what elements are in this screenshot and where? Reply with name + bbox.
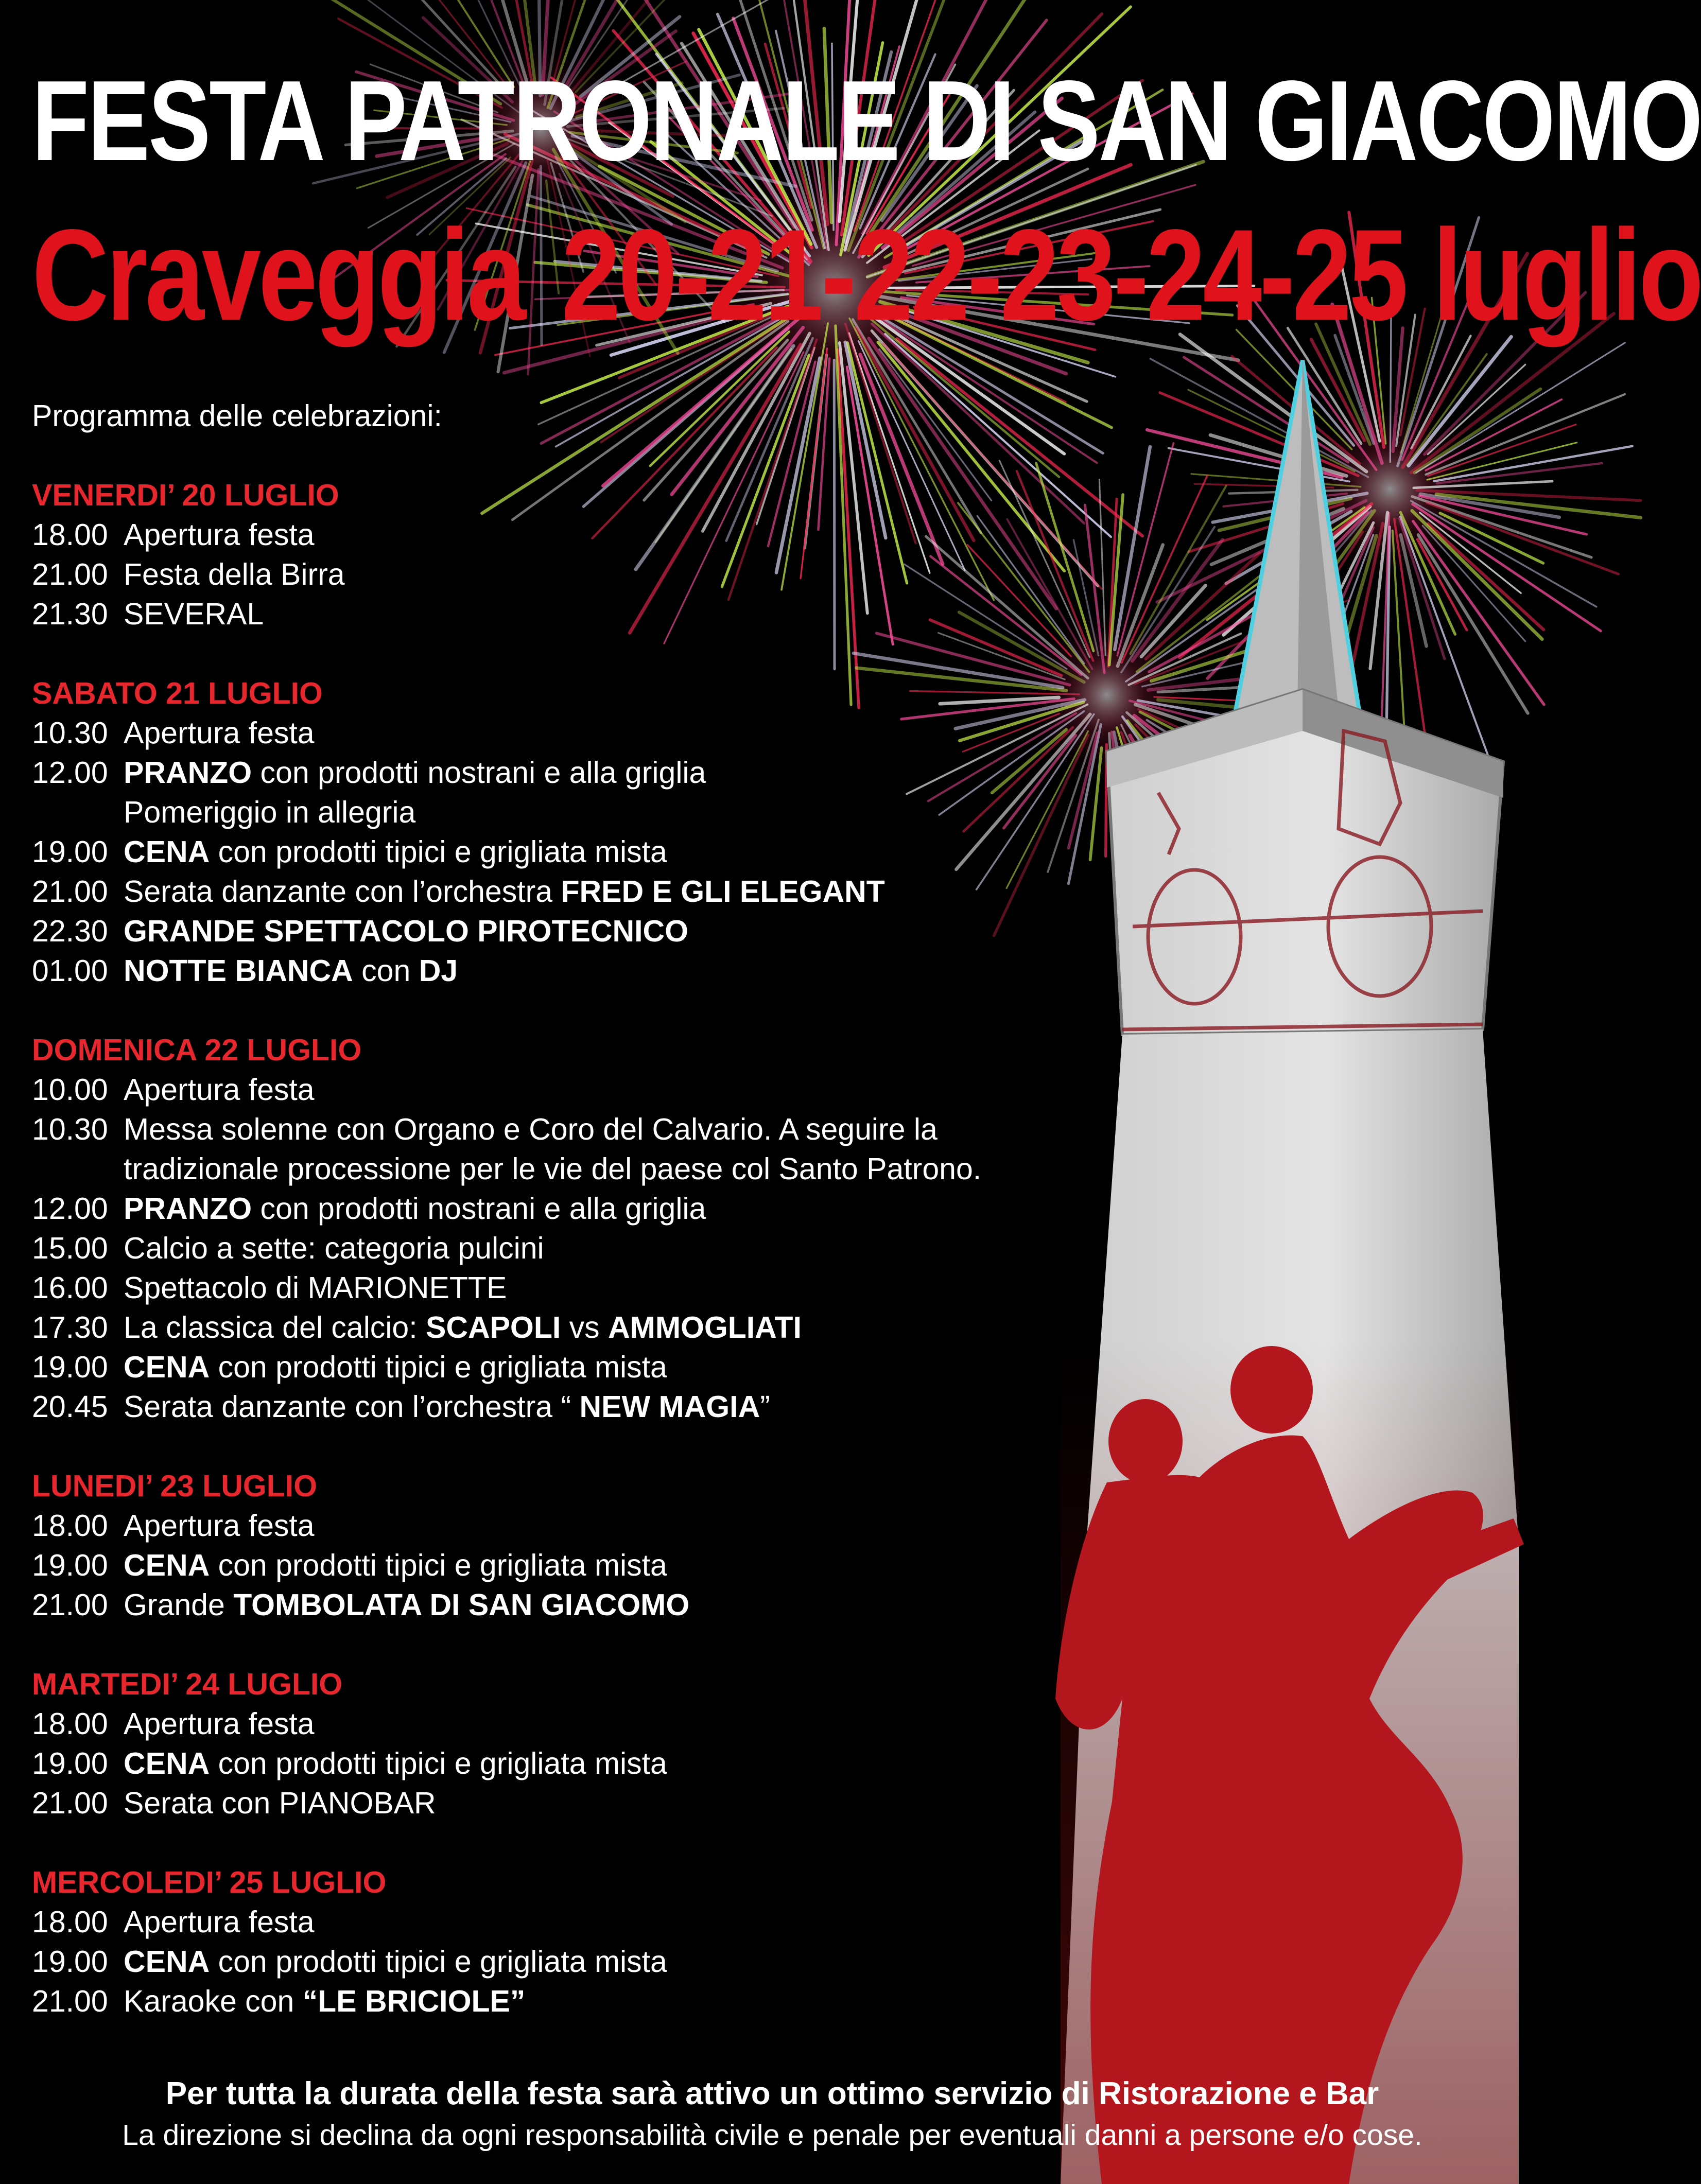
event-continuation: Pomeriggio in allegria bbox=[124, 795, 416, 829]
event-description bbox=[124, 595, 264, 634]
event-highlight: NOTTE BIANCA bbox=[124, 954, 353, 988]
event-row bbox=[32, 1308, 1087, 1348]
program-list bbox=[32, 396, 1087, 2061]
event-highlight: CENA bbox=[124, 1945, 210, 1979]
event-description bbox=[124, 713, 315, 753]
event-time: 21.30 bbox=[32, 597, 108, 631]
event-description bbox=[124, 951, 458, 991]
program-days bbox=[32, 476, 1087, 2021]
event-description bbox=[124, 1189, 706, 1229]
event-row bbox=[32, 1982, 1087, 2021]
event-time: 18.00 bbox=[32, 518, 108, 552]
event-row bbox=[32, 1387, 1087, 1427]
event-time: 19.00 bbox=[32, 1945, 108, 1979]
footer-service-note: Per tutta la durata della festa sarà attivo un ottimo servizio di Ristorazione e Bar bbox=[165, 2076, 1379, 2111]
event-row bbox=[32, 1506, 1087, 1546]
event-text: Messa solenne con Organo e Coro del Calvario. A seguire la bbox=[124, 1112, 938, 1146]
event-time: 19.00 bbox=[32, 1350, 108, 1384]
event-row bbox=[32, 595, 1087, 634]
event-row bbox=[32, 872, 1087, 912]
page-subtitle bbox=[32, 203, 1701, 347]
event-text: Apertura festa bbox=[124, 716, 315, 750]
event-time: 21.00 bbox=[32, 557, 108, 591]
day-heading: SABATO 21 LUGLIO bbox=[32, 676, 323, 710]
event-time: 10.30 bbox=[32, 1112, 108, 1146]
program-day bbox=[32, 1030, 1087, 1427]
event-description bbox=[124, 1902, 315, 1942]
event-text: Calcio a sette: categoria pulcini bbox=[124, 1231, 544, 1265]
event-row bbox=[32, 555, 1087, 595]
event-time: 18.00 bbox=[32, 1905, 108, 1939]
event-row bbox=[32, 1744, 1087, 1784]
event-highlight: DJ bbox=[419, 954, 458, 988]
event-text: Karaoke con bbox=[124, 1984, 303, 2018]
event-highlight: AMMOGLIATI bbox=[608, 1311, 802, 1344]
day-heading: MERCOLEDI’ 25 LUGLIO bbox=[32, 1865, 387, 1899]
footer-disclaimer: La direzione si declina da ogni responsabilità civile e penale per eventuali danni a persone e/o cose. bbox=[122, 2119, 1422, 2152]
event-text: Spettacolo di MARIONETTE bbox=[124, 1271, 507, 1305]
event-row bbox=[32, 951, 1087, 991]
event-highlight: TOMBOLATA DI SAN GIACOMO bbox=[233, 1588, 690, 1622]
event-row bbox=[32, 1229, 1087, 1268]
event-row bbox=[32, 1070, 1087, 1110]
program-day bbox=[32, 674, 1087, 991]
event-text: con prodotti tipici e grigliata mista bbox=[210, 1548, 667, 1582]
event-time: 10.30 bbox=[32, 716, 108, 750]
event-description bbox=[124, 1506, 315, 1546]
event-description bbox=[124, 1268, 507, 1308]
event-description bbox=[124, 1110, 938, 1149]
event-text: La classica del calcio: bbox=[124, 1311, 426, 1344]
event-time: 21.00 bbox=[32, 1786, 108, 1820]
event-text: Apertura festa bbox=[124, 1707, 315, 1741]
event-row bbox=[32, 1942, 1087, 1982]
event-time: 22.30 bbox=[32, 914, 108, 948]
event-time: 20.45 bbox=[32, 1390, 108, 1424]
event-text: Apertura festa bbox=[124, 1509, 315, 1543]
event-row bbox=[32, 1348, 1087, 1387]
event-description bbox=[124, 1546, 667, 1585]
event-text: Apertura festa bbox=[124, 518, 315, 552]
event-description bbox=[124, 1585, 689, 1625]
event-description bbox=[124, 1784, 436, 1823]
event-text: Festa della Birra bbox=[124, 557, 345, 591]
program-day bbox=[32, 1863, 1087, 2021]
event-highlight: SCAPOLI bbox=[426, 1311, 561, 1344]
event-text: Serata con PIANOBAR bbox=[124, 1786, 436, 1820]
event-text: vs bbox=[561, 1311, 609, 1344]
event-time: 12.00 bbox=[32, 1192, 108, 1226]
event-continuation: tradizionale processione per le vie del paese col Santo Patrono. bbox=[124, 1152, 982, 1186]
event-row bbox=[32, 1268, 1087, 1308]
event-time: 21.00 bbox=[32, 1984, 108, 2018]
day-heading: MARTEDI’ 24 LUGLIO bbox=[32, 1667, 343, 1701]
event-text: con prodotti nostrani e alla griglia bbox=[252, 756, 706, 790]
event-highlight: FRED E GLI ELEGANT bbox=[561, 875, 885, 908]
program-day bbox=[32, 476, 1087, 634]
event-description bbox=[124, 1070, 315, 1110]
event-row bbox=[32, 1704, 1087, 1744]
event-text: con bbox=[353, 954, 419, 988]
event-row bbox=[32, 1784, 1087, 1823]
event-text: Apertura festa bbox=[124, 1905, 315, 1939]
event-row bbox=[32, 1585, 1087, 1625]
event-time: 10.00 bbox=[32, 1073, 108, 1107]
program-day bbox=[32, 1466, 1087, 1625]
event-text: Serata danzante con l’orchestra bbox=[124, 875, 561, 908]
event-highlight: CENA bbox=[124, 1350, 210, 1384]
event-row bbox=[32, 1189, 1087, 1229]
event-row bbox=[32, 1546, 1087, 1585]
event-time: 21.00 bbox=[32, 1588, 108, 1622]
event-highlight: CENA bbox=[124, 1746, 210, 1780]
event-row bbox=[32, 1902, 1087, 1942]
event-text: Apertura festa bbox=[124, 1073, 315, 1107]
page-title: FESTA PATRONALE DI SAN GIACOMO bbox=[32, 57, 1701, 185]
event-time: 12.00 bbox=[32, 756, 108, 790]
event-row bbox=[32, 713, 1087, 753]
event-text: con prodotti nostrani e alla griglia bbox=[252, 1192, 706, 1226]
event-time: 19.00 bbox=[32, 1548, 108, 1582]
event-description bbox=[124, 1387, 770, 1427]
event-text: con prodotti tipici e grigliata mista bbox=[210, 1350, 667, 1384]
event-description bbox=[124, 555, 345, 595]
subtitle-place: Craveggia bbox=[32, 203, 524, 347]
day-heading: DOMENICA 22 LUGLIO bbox=[32, 1033, 362, 1067]
event-text: Grande bbox=[124, 1588, 234, 1622]
event-text: ” bbox=[760, 1390, 770, 1424]
event-row bbox=[32, 1110, 1087, 1149]
event-row bbox=[32, 515, 1087, 555]
subtitle-dates: 20-21-22-23-24-25 luglio bbox=[561, 203, 1701, 347]
program-day bbox=[32, 1665, 1087, 1823]
event-highlight: NEW MAGIA bbox=[579, 1390, 760, 1424]
event-text: con prodotti tipici e grigliata mista bbox=[210, 1945, 667, 1979]
event-description bbox=[124, 515, 315, 555]
event-time: 19.00 bbox=[32, 835, 108, 869]
event-time: 18.00 bbox=[32, 1509, 108, 1543]
event-description bbox=[124, 832, 667, 872]
event-description bbox=[124, 1348, 667, 1387]
event-text: con prodotti tipici e grigliata mista bbox=[210, 835, 667, 869]
event-time: 15.00 bbox=[32, 1231, 108, 1265]
event-highlight: PRANZO bbox=[124, 756, 252, 790]
event-description bbox=[124, 1308, 802, 1348]
event-row bbox=[32, 753, 1087, 793]
event-text: Serata danzante con l’orchestra “ bbox=[124, 1390, 580, 1424]
event-time: 18.00 bbox=[32, 1707, 108, 1741]
day-heading: LUNEDI’ 23 LUGLIO bbox=[32, 1469, 318, 1503]
event-time: 17.30 bbox=[32, 1311, 108, 1344]
event-time: 16.00 bbox=[32, 1271, 108, 1305]
day-heading: VENERDI’ 20 LUGLIO bbox=[32, 478, 339, 512]
event-row bbox=[32, 832, 1087, 872]
event-description bbox=[124, 1982, 525, 2021]
event-time: 01.00 bbox=[32, 954, 108, 988]
program-intro: Programma delle celebrazioni: bbox=[32, 399, 442, 433]
event-time: 21.00 bbox=[32, 875, 108, 908]
event-text: con prodotti tipici e grigliata mista bbox=[210, 1746, 667, 1780]
event-description bbox=[124, 912, 688, 951]
event-description bbox=[124, 872, 885, 912]
event-highlight: PRANZO bbox=[124, 1192, 252, 1226]
event-description bbox=[124, 1744, 667, 1784]
event-description bbox=[124, 753, 706, 793]
event-description bbox=[124, 1942, 667, 1982]
event-text: SEVERAL bbox=[124, 597, 264, 631]
event-highlight: CENA bbox=[124, 835, 210, 869]
event-description bbox=[124, 1229, 544, 1268]
event-highlight: CENA bbox=[124, 1548, 210, 1582]
event-highlight: “LE BRICIOLE” bbox=[302, 1984, 526, 2018]
event-description bbox=[124, 1704, 315, 1744]
event-time: 19.00 bbox=[32, 1746, 108, 1780]
event-highlight: GRANDE SPETTACOLO PIROTECNICO bbox=[124, 914, 689, 948]
event-row bbox=[32, 912, 1087, 951]
